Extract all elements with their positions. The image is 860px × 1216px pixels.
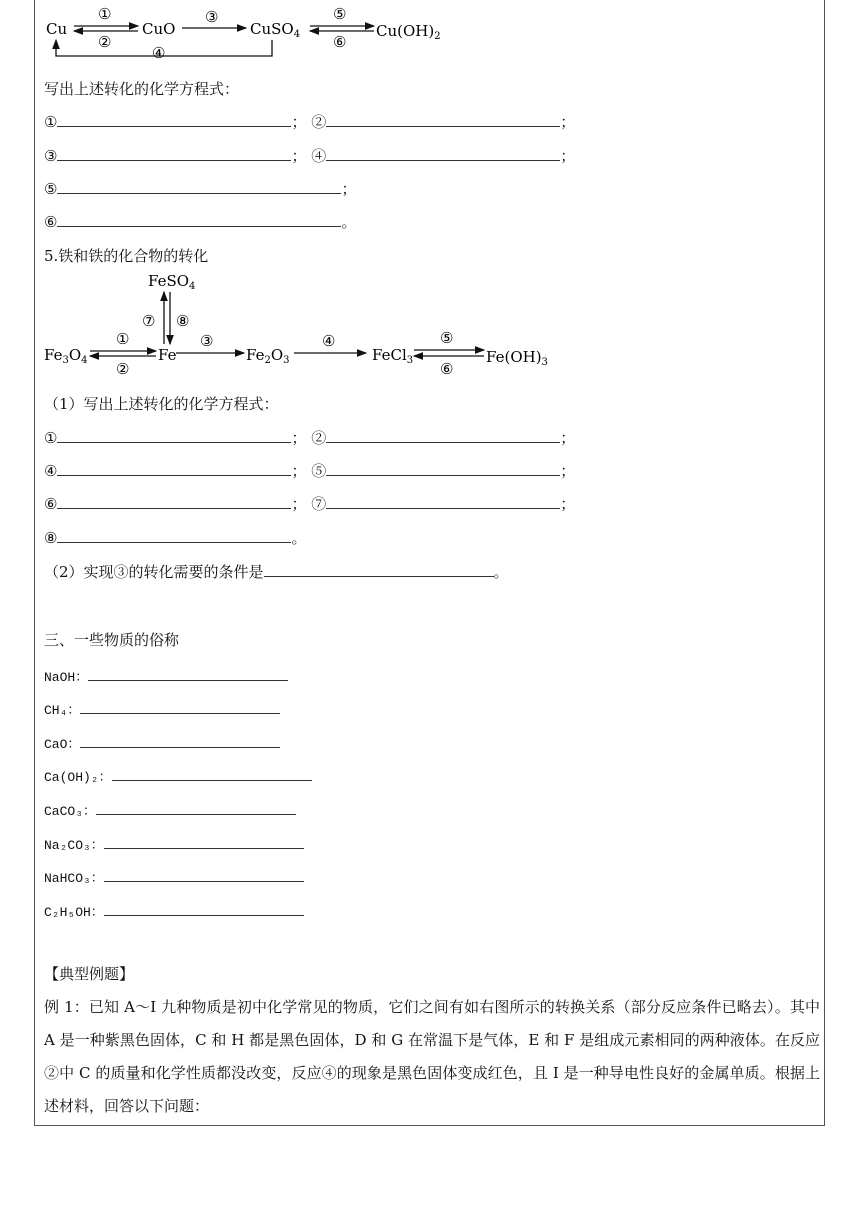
- label-6: ⑥: [333, 33, 347, 51]
- answer-blank[interactable]: [80, 699, 280, 714]
- fe-answer-row: ⑧ 。: [44, 529, 307, 547]
- label-fe-5: ⑤: [440, 329, 454, 347]
- cu-answer-row: ⑥ 。: [44, 213, 357, 231]
- fe-question-1: （1）写出上述转化的化学方程式：: [44, 395, 279, 413]
- answer-blank[interactable]: [80, 733, 280, 748]
- label-fe-1: ①: [116, 330, 130, 348]
- species-fe3o4: $Fe_3O_4$: [44, 346, 88, 366]
- cu-conversion-diagram: [40, 0, 470, 62]
- species-cuo: CuO: [142, 20, 176, 38]
- label-fe-2: ②: [116, 360, 130, 378]
- answer-blank[interactable]: [57, 528, 291, 543]
- answer-blank[interactable]: [57, 461, 291, 476]
- answer-blank[interactable]: [104, 867, 304, 882]
- answer-blank[interactable]: [264, 562, 494, 577]
- answer-blank[interactable]: [112, 766, 312, 781]
- cu-answer-row: ① ； ② ；: [44, 113, 576, 131]
- label-2: ②: [98, 33, 112, 51]
- name-item: CaO：: [44, 733, 280, 752]
- name-item: Na₂CO₃：: [44, 834, 304, 853]
- label-4: ④: [152, 44, 166, 62]
- name-item: NaHCO₃：: [44, 867, 304, 886]
- answer-blank[interactable]: [326, 112, 560, 127]
- species-feoh3: $Fe(OH)_3$: [486, 348, 548, 368]
- species-cu: Cu: [46, 20, 68, 38]
- answer-blank[interactable]: [57, 428, 291, 443]
- answer-blank[interactable]: [326, 494, 560, 509]
- answer-blank[interactable]: [88, 666, 288, 681]
- name-item: Ca(OH)₂：: [44, 766, 312, 785]
- label-1: ①: [98, 5, 112, 23]
- cu-answer-row: ⑤ ；: [44, 180, 357, 198]
- species-feso4: FeSO$_4$: [148, 272, 196, 292]
- example-heading: 【典型例题】: [44, 965, 135, 983]
- name-item: CH₄：: [44, 699, 280, 718]
- name-item: C₂H₅OH：: [44, 901, 304, 920]
- name-item: NaOH：: [44, 666, 288, 685]
- fe-answer-row: ① ； ② ；: [44, 429, 576, 447]
- fe-question-2: （2）实现③的转化需要的条件是 。: [44, 563, 509, 581]
- fe-answer-row: ⑥ ； ⑦ ；: [44, 495, 576, 513]
- fe-conversion-diagram: [40, 266, 580, 386]
- example-text: 例 1：已知 A～I 九种物质是初中化学常见的物质，它们之间有如右图所示的转换关系（部分反应条件已略去）。其中 A 是一种紫黑色固体，C 和 H 都是黑色固体，D 和 G 在常温下是气体，E 和 F 是组成元素相同的两种液体。在反应②中 C 的质量和化学性质都没改变，反应④的现象是黑色固体变成红色，且 I 是一种导电性良好的金属单质。根据上述材料，回答以下问题：: [44, 998, 820, 1115]
- species-cuoh2: $Cu(OH)_2$: [376, 22, 441, 42]
- answer-blank[interactable]: [57, 146, 291, 161]
- answer-blank[interactable]: [57, 212, 341, 227]
- label-5: ⑤: [333, 5, 347, 23]
- answer-blank[interactable]: [96, 800, 296, 815]
- label-3: ③: [205, 8, 219, 26]
- fe-heading: 5.铁和铁的化合物的转化: [44, 247, 209, 265]
- cu-answer-row: ③ ； ④ ；: [44, 147, 576, 165]
- species-fe2o3: $Fe_2O_3$: [246, 346, 290, 366]
- answer-blank[interactable]: [57, 494, 291, 509]
- answer-blank[interactable]: [57, 179, 341, 194]
- species-fe: Fe: [158, 346, 177, 364]
- answer-blank[interactable]: [326, 461, 560, 476]
- label-fe-6: ⑥: [440, 360, 454, 378]
- species-fecl3: FeCl$_3$: [372, 346, 414, 366]
- answer-blank[interactable]: [326, 146, 560, 161]
- name-item: CaCO₃：: [44, 800, 296, 819]
- label-8: ⑧: [176, 312, 190, 330]
- label-fe-3: ③: [200, 332, 214, 350]
- species-cuso4: CuSO$_4$: [250, 20, 301, 40]
- names-heading: 三、一些物质的俗称: [44, 631, 180, 649]
- cu-instruction: 写出上述转化的化学方程式：: [44, 80, 240, 98]
- label-fe-4: ④: [322, 332, 336, 350]
- answer-blank[interactable]: [57, 112, 291, 127]
- answer-blank[interactable]: [104, 834, 304, 849]
- answer-blank[interactable]: [326, 428, 560, 443]
- fe-answer-row: ④ ； ⑤ ；: [44, 462, 576, 480]
- answer-blank[interactable]: [104, 901, 304, 916]
- label-7: ⑦: [142, 312, 156, 330]
